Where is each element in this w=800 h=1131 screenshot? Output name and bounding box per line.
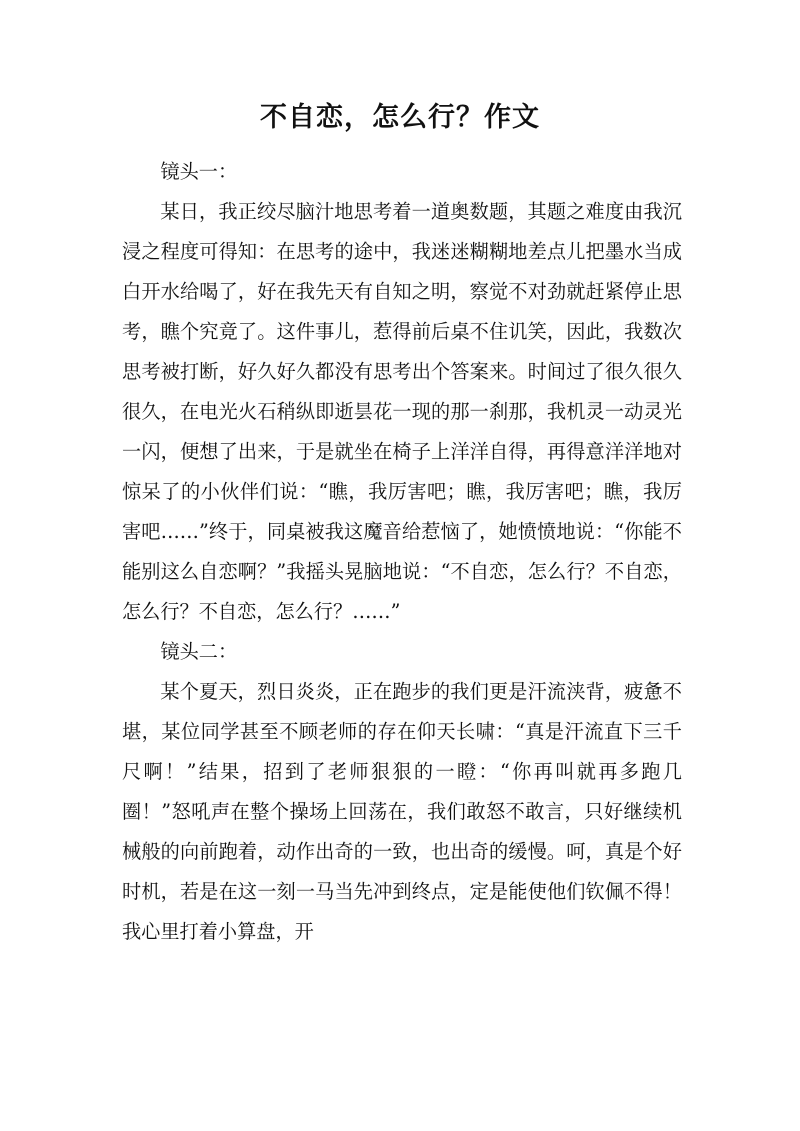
paragraph-shot-one-heading: 镜头一： <box>160 160 238 183</box>
paragraph-shot-two-text: 某个夏天，烈日炎炎，正在跑步的我们更是汗流浃背，疲惫不堪，某位同学甚至不顾老师的存在仰天长啸：“真是汗流直下三千尺啊！”结果，招到了老师狠狠的一瞪：“你再叫就再多跑几圈！”怒吼声在整个操场上回荡在，我们敢怒不敢言，只好继续机械般的向前跑着，动作出奇的一致，也出奇的缓慢。呵，真是个好时机，若是在这一刻一马当先冲到终点，定是能使他们钦佩不得！我心里打着小算盘，开 <box>122 680 682 943</box>
document-title: 不自恋，怎么行？作文 <box>260 102 540 133</box>
paragraph-shot-one-text: 某日，我正绞尽脑汁地思考着一道奥数题，其题之难度由我沉浸之程度可得知：在思考的途中，我迷迷糊糊地差点儿把墨水当成白开水给喝了，好在我先天有自知之明，察觉不对劲就赶紧停止思考，瞧个究竟了。这件事儿，惹得前后桌不住讥笑，因此，我数次思考被打断，好久好久都没有思考出个答案来。时间过了很久很久很久，在电光火石稍纵即逝昙花一现的那一刹那，我机灵一动灵光一闪，便想了出来，于是就坐在椅子上洋洋自得，再得意洋洋地对惊呆了的小伙伴们说：“瞧，我厉害吧；瞧，我厉害吧；瞧，我厉害吧……”终于，同桌被我这魔音给惹恼了，她愤愤地说：“你能不能别这么自恋啊？”我摇头晃脑地说：“不自恋，怎么行？不自恋，怎么行？不自恋，怎么行？……” <box>122 200 682 623</box>
document-body <box>122 152 682 952</box>
paragraph-shot-two-heading: 镜头二： <box>160 640 238 663</box>
